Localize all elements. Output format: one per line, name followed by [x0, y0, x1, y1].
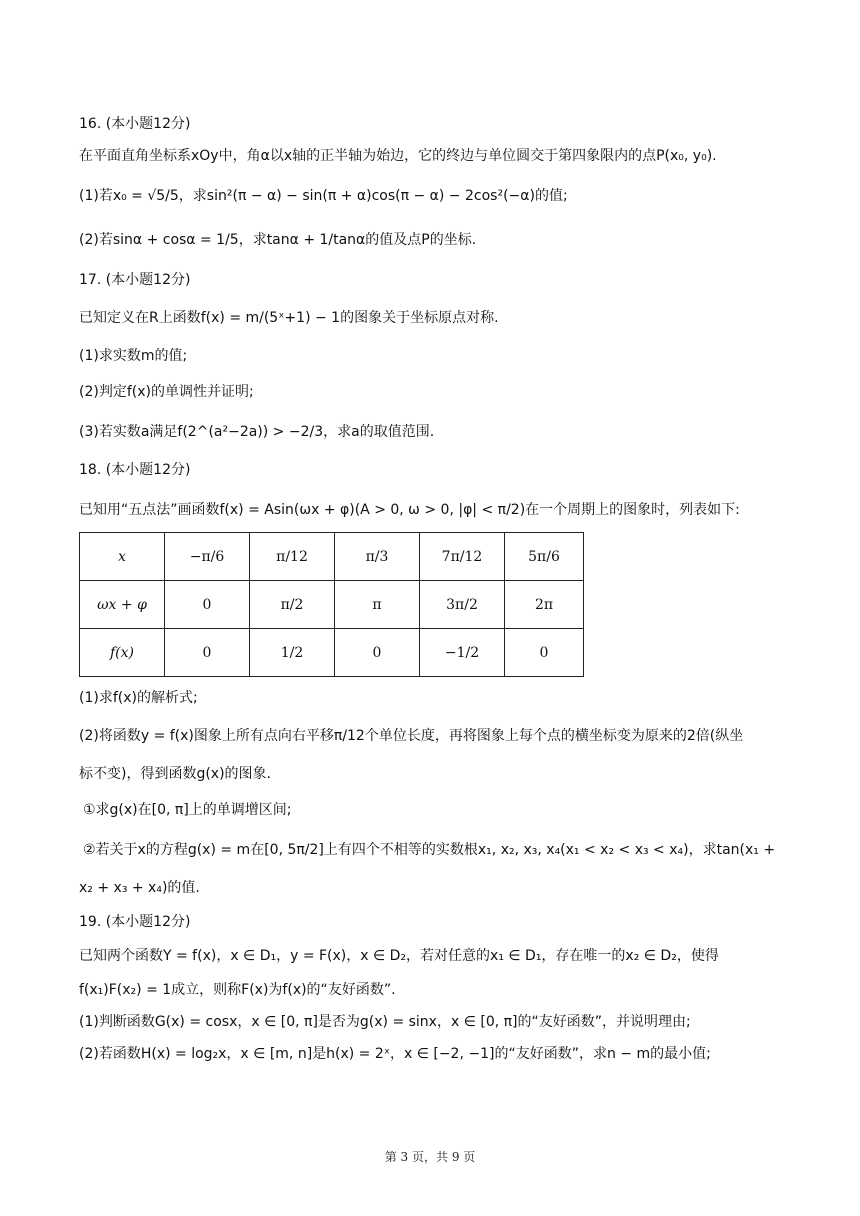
- table-row: [80, 581, 584, 629]
- q19-stem-line2: f(x₁)F(x₂) = 1成立，则称F(x)为f(x)的“友好函数”.: [79, 982, 396, 998]
- q19-stem-line1: 已知两个函数Y = f(x)，x ∈ D₁，y = F(x)，x ∈ D₂，若对任意的x₁ ∈ D₁，存在唯一的x₂ ∈ D₂，使得: [79, 948, 719, 964]
- q18-stem: 已知用“五点法”画函数f(x) = Asin(ωx + φ)(A > 0, ω > 0, |φ| < π/2)在一个周期上的图象时，列表如下:: [79, 502, 740, 518]
- table-cell: π/2: [250, 581, 335, 629]
- table-cell: f(x): [80, 629, 165, 677]
- table-cell: 3π/2: [420, 581, 505, 629]
- q16-part1: (1)若x₀ = √5/5，求sin²(π − α) − sin(π + α)cos(π − α) − 2cos²(−α)的值;: [79, 188, 568, 204]
- table-cell: 0: [505, 629, 584, 677]
- table-cell: 7π/12: [420, 533, 505, 581]
- q17-part3: (3)若实数a满足f(2^(a²−2a)) > −2/3，求a的取值范围.: [79, 424, 435, 440]
- q17-stem: 已知定义在R上函数f(x) = m/(5ˣ+1) − 1的图象关于坐标原点对称.: [79, 310, 499, 326]
- q17-part1: (1)求实数m的值;: [79, 348, 188, 364]
- q18-sub2-line2: x₂ + x₃ + x₄)的值.: [79, 880, 200, 896]
- q19-part1: (1)判断函数G(x) = cosx，x ∈ [0, π]是否为g(x) = sinx，x ∈ [0, π]的“友好函数”，并说明理由;: [79, 1014, 691, 1030]
- table-cell: 5π/6: [505, 533, 584, 581]
- table-cell: 0: [165, 629, 250, 677]
- q16-stem: 在平面直角坐标系xOy中，角α以x轴的正半轴为始边，它的终边与单位圆交于第四象限内的点P(x₀, y₀).: [79, 148, 717, 164]
- q18-part2-line1: (2)将函数y = f(x)图象上所有点向右平移π/12个单位长度，再将图象上每个点的横坐标变为原来的2倍(纵坐: [79, 728, 744, 744]
- table-row: [80, 533, 584, 581]
- table-cell: ωx + φ: [80, 581, 165, 629]
- table-cell: −π/6: [165, 533, 250, 581]
- table-cell: x: [80, 533, 165, 581]
- table-cell: −1/2: [420, 629, 505, 677]
- table-cell: π/3: [335, 533, 420, 581]
- q18-sub1: ①求g(x)在[0, π]上的单调增区间;: [83, 802, 292, 818]
- table-cell: 0: [165, 581, 250, 629]
- q18-sub2-line1: ②若关于x的方程g(x) = m在[0, 5π/2]上有四个不相等的实数根x₁, x₂, x₃, x₄(x₁ < x₂ < x₃ < x₄)，求tan(x₁ +: [83, 842, 776, 858]
- q18-part2-line2: 标不变)，得到函数g(x)的图象.: [79, 766, 272, 782]
- q16-header: 16. (本小题12分): [79, 116, 191, 132]
- q19-header: 19. (本小题12分): [79, 914, 191, 930]
- q16-part2: (2)若sinα + cosα = 1/5，求tanα + 1/tanα的值及点P的坐标.: [79, 232, 477, 248]
- page-number: 第 3 页，共 9 页: [384, 1150, 476, 1164]
- table-cell: 0: [335, 629, 420, 677]
- table-row: [80, 629, 584, 677]
- table-cell: π/12: [250, 533, 335, 581]
- q19-part2: (2)若函数H(x) = log₂x，x ∈ [m, n]是h(x) = 2ˣ，x ∈ [−2, −1]的“友好函数”，求n − m的最小值;: [79, 1046, 711, 1062]
- q17-header: 17. (本小题12分): [79, 272, 191, 288]
- table-cell: π: [335, 581, 420, 629]
- q18-part1: (1)求f(x)的解析式;: [79, 690, 198, 706]
- five-point-table: [79, 532, 584, 677]
- table-cell: 1/2: [250, 629, 335, 677]
- table-cell: 2π: [505, 581, 584, 629]
- q17-part2: (2)判定f(x)的单调性并证明;: [79, 384, 254, 400]
- q18-header: 18. (本小题12分): [79, 462, 191, 478]
